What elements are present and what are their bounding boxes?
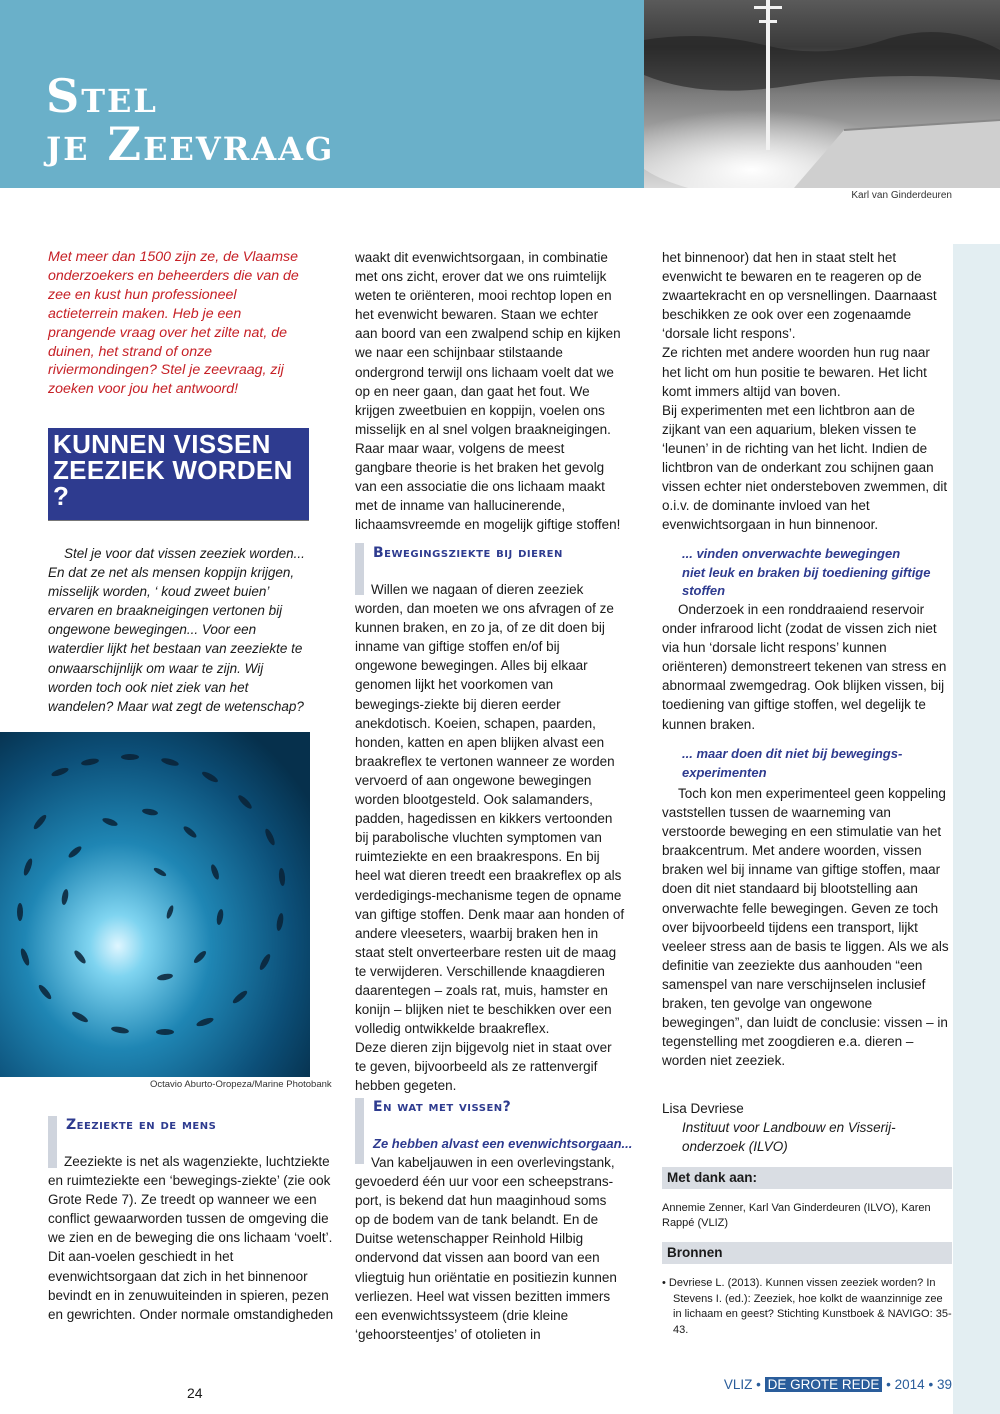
thanks-body: Annemie Zenner, Karl Van Ginderdeuren (ILVO), Karen Rappé (VLIZ): [662, 1202, 931, 1229]
section-body-vissen: [355, 1153, 625, 1344]
publisher-name: VLIZ: [723, 1377, 753, 1392]
title-line-2: je Zeevraag: [46, 117, 335, 171]
separator-dot: •: [756, 1377, 761, 1392]
paragraph: Willen we nagaan of dieren zeeziek worden, dan moeten we ons afvragen of ze kunnen braken, en zo ja, of ze dit doen bij inname van giftige stoffen en/of bij ongewone bewegingen. Alles bij elkaar genomen lijkt het voorkomen van bewegings-ziekte bij dieren eerder anekdotisch. Koeien, schapen, paarden, honden, katten en apen blijken alvast een braakreflex te vertonen wanneer ze worden vervoerd of aan ongewone bewegingen worden blootgesteld. Ook salamanders, padden, hagedissen en kikkers vertoonden bij parabolische vluchten symptomen van ruimteziekte en een braakrespons. En bij heel wat dieren treedt een braakreflex op als verdedigings-mechanisme tegen de opname van giftige stoffen. Denk maar aan honden of andere vleeseters, waarbij braken hen in staat stelt onverteerbare resten uit de maag te verwijderen. Verschillende knaagdieren daarentegen – zoals rat, muis, hamster en konijn – blijken niet te beschikken over een volledig ontwikkelde braakreflex.: [355, 582, 625, 1037]
subsection-body-onverwachte: [662, 600, 952, 734]
column-2-top: [355, 248, 623, 534]
question-line-2: ZEEZIEK WORDEN ?: [53, 455, 293, 511]
author-name: Lisa Devriese: [662, 1101, 744, 1116]
separator-dot: •: [886, 1377, 891, 1392]
section-heading-bewegingsziekte: Bewegingsziekte bij dieren: [373, 545, 563, 561]
sources-heading: Bronnen: [662, 1242, 952, 1264]
paragraph: waakt dit evenwichtsorgaan, in combinatie met ons zicht, erover dat we ons ruimtelijk weten te oriënteren, mooi rechtop lopen en het evenwicht bewaren. Staan we echter aan boord van een zwalpend schip en kijken we naar een schijnbaar stilstaande ondergrond terwijl ons lichaam voelt dat we op en neer gaan, dan gaat het fout. We krijgen zweetbuien en koppijn, voelen ons misselijk en al snel volgen braakneigingen. Raar maar waar, volgens de meest gangbare theorie is het braken het gevolg van een associatie die ons lichaam maakt met de inname van hallucinerende, lichaamsvreemde en mogelijk giftige stoffen!: [355, 250, 621, 533]
paragraph: Onderzoek in een ronddraaiend reservoir onder infrarood licht (zodat de vissen zich niet via hun ‘dorsale licht respons’ kunnen oriënteren) demonstreert tekenen van stress en abnormaal zwemgedrag. Ook blijken vissen, bij toediening van giftige stoffen, wel degelijk te kunnen braken.: [662, 602, 947, 732]
fish-school-photo: [0, 732, 310, 1077]
separator-dot: •: [928, 1377, 934, 1392]
section-body-bewegingsziekte: [355, 580, 625, 1096]
subheading-line: ... maar doen dit niet bij bewegings-: [682, 746, 903, 761]
section-heading-vissen: En wat met vissen?: [373, 1099, 512, 1115]
subheading-line: niet leuk en braken bij toediening giftige: [682, 564, 931, 580]
subheading-line: experimenten: [682, 764, 767, 780]
thanks-heading: Met dank aan:: [662, 1167, 952, 1189]
paragraph: Bij experimenten met een lichtbron aan de zijkant van een aquarium, bleken vissen te ‘leunen’ in de richting van het licht. Indien de lichtbron van de onderkant zou schijnen gaan vissen echter niet ondersteboven zwemmen, dit o.i.v. de dominante invloed van het evenwichtsorgaan in hun binnenoor.: [662, 402, 948, 533]
author-block: [662, 1099, 952, 1156]
subsection-body-experimenten: [662, 784, 952, 1070]
footer-issue-info: [724, 1377, 952, 1392]
paragraph: Toch kon men experimenteel geen koppeling vaststellen tussen de waarneming van verstoorde beweging en een stimulatie van het braakcentrum. Met andere woorden, vissen braken wel bij inname van giftige stoffen, maar doen dit niet standaard bij blootstelling aan onverwachte felle bewegingen. Geven ze toch over bijvoorbeeld tijdens een transport, lijkt veeleer stress aan de basis te liggen. Als we als definitie van zeeziekte dus aanhouden “een samenspel van nare verschijnselen inclusief braken, ten gevolge van ongewone bewegingen”, dan luidt de conclusie: vissen – in tegenstelling met zoogdieren e.a. dieren – worden niet zeeziek.: [662, 786, 949, 1069]
lead-paragraph: Stel je voor dat vissen zeeziek worden... En dat ze net als mensen koppijn krijgen, misselijk worden, ‘ koud zweet buien’ ervaren en braakneigingen vertonen bij ongewone bewegingen... Voor een waterdier lijkt het bestaan van zeeziekte te onwaarschijnlijk om waar te zijn. Wij worden toch ook niet ziek van het wandelen? Maar wat zegt de wetenschap?: [48, 546, 305, 714]
subheading-bewegingsexperimenten: [682, 745, 902, 782]
photo-credit-ship: Karl van Ginderdeuren: [851, 190, 952, 201]
paragraph: Deze dieren zijn bijgevolg niet in staat over te geven, bijvoorbeeld als ze rattenvergif hebben gegeten.: [355, 1040, 612, 1094]
subheading-line: ... vinden onverwachte bewegingen: [682, 546, 901, 561]
subheading-line: stoffen: [682, 583, 726, 598]
question-line-1: KUNNEN VISSEN: [53, 429, 271, 459]
paragraph: Van kabeljauwen in een overlevingstank, gevoederd één uur voor een scheepstrans-port, is bekend dat hun maaginhoud soms op de bodem van de tank belandt. En de Duitse wetenschapper Reinhold Hilbig ondervond dat vissen aan boord van een vliegtuig hun oriëntatie en positiezin kunnen verliezen. Heel wat vissen bezitten immers een evenwichtssysteem (drie kleine ‘gehoorsteentjes’ of otolieten in: [355, 1155, 617, 1342]
page-number-left: 24: [187, 1385, 203, 1401]
author-affiliation: Instituut voor Landbouw en Visserij-onderzoek (ILVO): [682, 1120, 896, 1155]
paragraph: Ze richten met andere woorden hun rug naar het licht om hun positie te bewaren. Het licht komt immers altijd van boven.: [662, 345, 930, 399]
paragraph: Zeeziekte is net als wagenziekte, luchtziekte en ruimteziekte een ‘bewegings-ziekte’ (zie ook Grote Rede 7). Ze treedt op wanneer we een conflict gewaarworden tussen de omgeving die we zien en de beweging die ons lichaam ‘voelt’. Dit aan-voelen geschiedt in het evenwichtsorgaan dat zich in het binnenoor bevindt en in zenuwuiteinden in spieren, pezen en gewrichten. Onder normale omstandigheden: [48, 1154, 334, 1322]
sources-list: [662, 1276, 954, 1338]
right-sidebar-strip: [953, 244, 1000, 1414]
section-body-zeeziekte-mens: [48, 1152, 334, 1324]
photo-credit-fish: Octavio Aburto-Oropeza/Marine Photobank: [150, 1079, 332, 1090]
source-item: • Devriese L. (2013). Kunnen vissen zeeziek worden? In Stevens I. (ed.): Zeeziek, hoe kolkt de waanzinnige zee in lichaam en geest? Stichting Kunstboek & NAVIGO: 35-43.: [662, 1277, 952, 1336]
intro-text: Met meer dan 1500 zijn ze, de Vlaamse onderzoekers en beheerders die van de zee en kust hun professioneel actieterrein maken. Heb je een prangende vraag over het zilte nat, de duinen, het strand of onze riviermondingen? Stel je zeevraag, zij zoeken voor jou het antwoord!: [48, 249, 299, 398]
column-3-top: [662, 248, 952, 534]
question-box: [48, 428, 309, 520]
title-line-1: Stel: [46, 69, 158, 123]
divider: [48, 520, 309, 521]
ship-in-storm-photo: [644, 0, 1000, 188]
magazine-name: DE GROTE REDE: [765, 1377, 883, 1392]
section-subheading-evenwichtsorgaan: Ze hebben alvast een evenwichtsorgaan...: [373, 1136, 633, 1151]
paragraph: het binnenoor) dat hen in staat stelt het evenwicht te bewaren en te reageren op de zwaartekracht en op versnellingen. Daarnaast beschikken ze ook over een zogenaamde ‘dorsale licht respons’.: [662, 250, 937, 342]
question-title: [48, 428, 309, 509]
page-title: [46, 69, 335, 171]
subheading-onverwachte-bewegingen: [682, 545, 930, 601]
section-heading-zeeziekte-mens: Zeeziekte en de mens: [66, 1117, 217, 1133]
issue-year: 2014: [894, 1377, 925, 1392]
issue-number: 39: [936, 1377, 952, 1392]
